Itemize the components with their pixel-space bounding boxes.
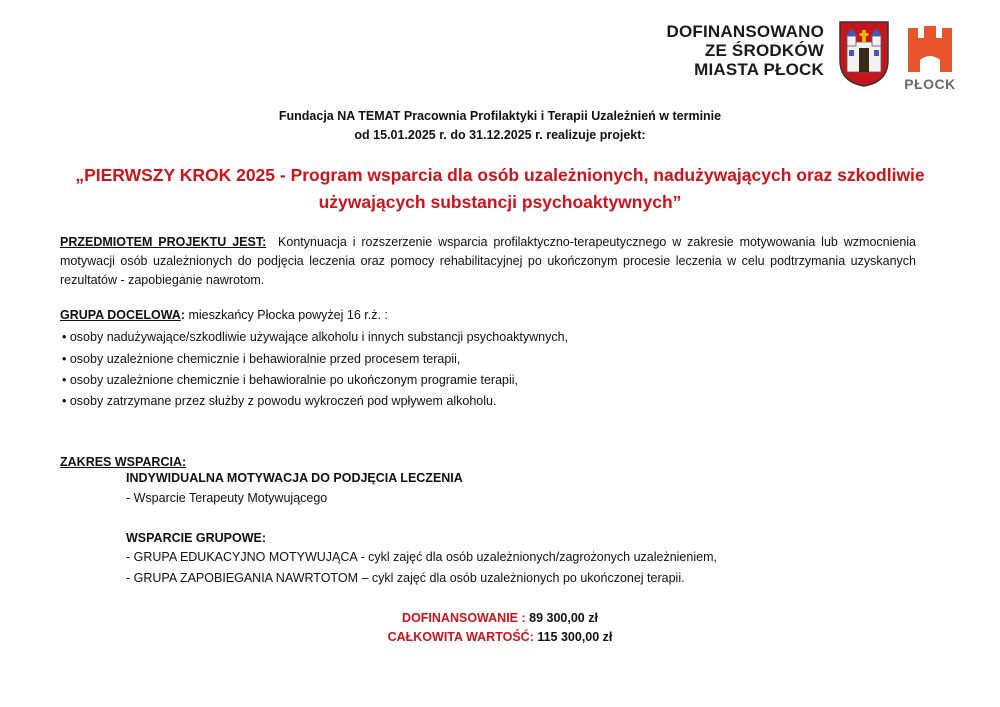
target-label: GRUPA DOCELOWA xyxy=(60,308,181,322)
group-support-item-1: - GRUPA EDUKACYJNO MOTYWUJĄCA - cykl zajęć dla osób uzależnionych/zagrożonych uzależnieniem, xyxy=(126,550,717,564)
total-value xyxy=(0,630,1000,644)
individual-support-item: - Wsparcie Terapeuty Motywującego xyxy=(126,491,328,505)
group-support-title: WSPARCIE GRUPOWE: xyxy=(126,531,267,545)
target-group-heading xyxy=(60,308,388,322)
project-title xyxy=(60,162,940,216)
plock-coat-of-arms-icon xyxy=(838,20,890,88)
intro-line-2: od 15.01.2025 r. do 31.12.2025 r. realizuje projekt: xyxy=(354,128,646,142)
target-item-3: osoby uzależnione chemicznie i behawioralnie po ukończonym programie terapii, xyxy=(69,373,519,387)
project-title-line-1: „PIERWSZY KROK 2025 - Program wsparcia dla osób uzależnionych, nadużywających oraz szkodliwie xyxy=(75,165,925,185)
intro-line-1: Fundacja NA TEMAT Pracownia Profilaktyki i Terapii Uzależnień w terminie xyxy=(278,109,722,123)
funding-statement xyxy=(564,22,824,79)
target-item-2: osoby uzależnione chemicznie i behawioralnie przed procesem terapii, xyxy=(69,352,461,366)
target-item-1: osoby nadużywające/szkodliwie używające alkoholu i innych substancji psychoaktywnych, xyxy=(69,330,569,344)
support-heading: ZAKRES WSPARCIA: xyxy=(60,455,187,469)
funding-line-3: MIASTA PŁOCK xyxy=(694,60,824,79)
cofinancing-amount xyxy=(0,611,1000,625)
list-item: • osoby nadużywające/szkodliwie używające alkoholu i innych substancji psychoaktywnych, xyxy=(62,330,569,344)
total-label: CAŁKOWITA WARTOŚĆ: xyxy=(387,630,534,644)
individual-support-title: INDYWIDUALNA MOTYWACJA DO PODJĘCIA LECZENIA xyxy=(126,471,463,485)
target-colon: : xyxy=(180,308,186,322)
cofinancing-label: DOFINANSOWANIE : xyxy=(402,611,526,625)
project-subject xyxy=(60,233,916,290)
project-title-line-2: używających substancji psychoaktywnych” xyxy=(318,192,682,212)
target-item-4: osoby zatrzymane przez służby z powodu wykroczeń pod wpływem alkoholu. xyxy=(69,394,497,408)
list-item: • osoby uzależnione chemicznie i behawioralnie przed procesem terapii, xyxy=(62,352,461,366)
subject-text: Kontynuacja i rozszerzenie wsparcia profilaktyczno-terapeutycznego w zakresie motywowania lub wzmocnienia motywacji osób uzależnionych do podjęcia leczenia oraz pomocy rehabilitacyjnej po ukończonym procesie leczenia w celu podtrzymania uzyskanych rezultatów - zapobieganie nawrotom. xyxy=(60,235,917,287)
list-item: • osoby zatrzymane przez służby z powodu wykroczeń pod wpływem alkoholu. xyxy=(62,394,497,408)
subject-label: PRZEDMIOTEM PROJEKTU JEST: xyxy=(60,235,267,249)
cofinancing-value: 89 300,00 zł xyxy=(525,611,598,625)
plock-logo-text: PŁOCK xyxy=(904,76,956,92)
total-amount: 115 300,00 zł xyxy=(533,630,613,644)
group-support-item-2: - GRUPA ZAPOBIEGANIA NAWRTOTOM – cykl zajęć dla osób uzależnionych po ukończonej terapii. xyxy=(126,571,685,585)
funding-line-1: DOFINANSOWANO xyxy=(666,22,824,41)
target-intro: mieszkańcy Płocka powyżej 16 r.ż. : xyxy=(185,308,388,322)
list-item: • osoby uzależnione chemicznie i behawioralnie po ukończonym programie terapii, xyxy=(62,373,519,387)
funding-line-2: ZE ŚRODKÓW xyxy=(704,41,824,60)
